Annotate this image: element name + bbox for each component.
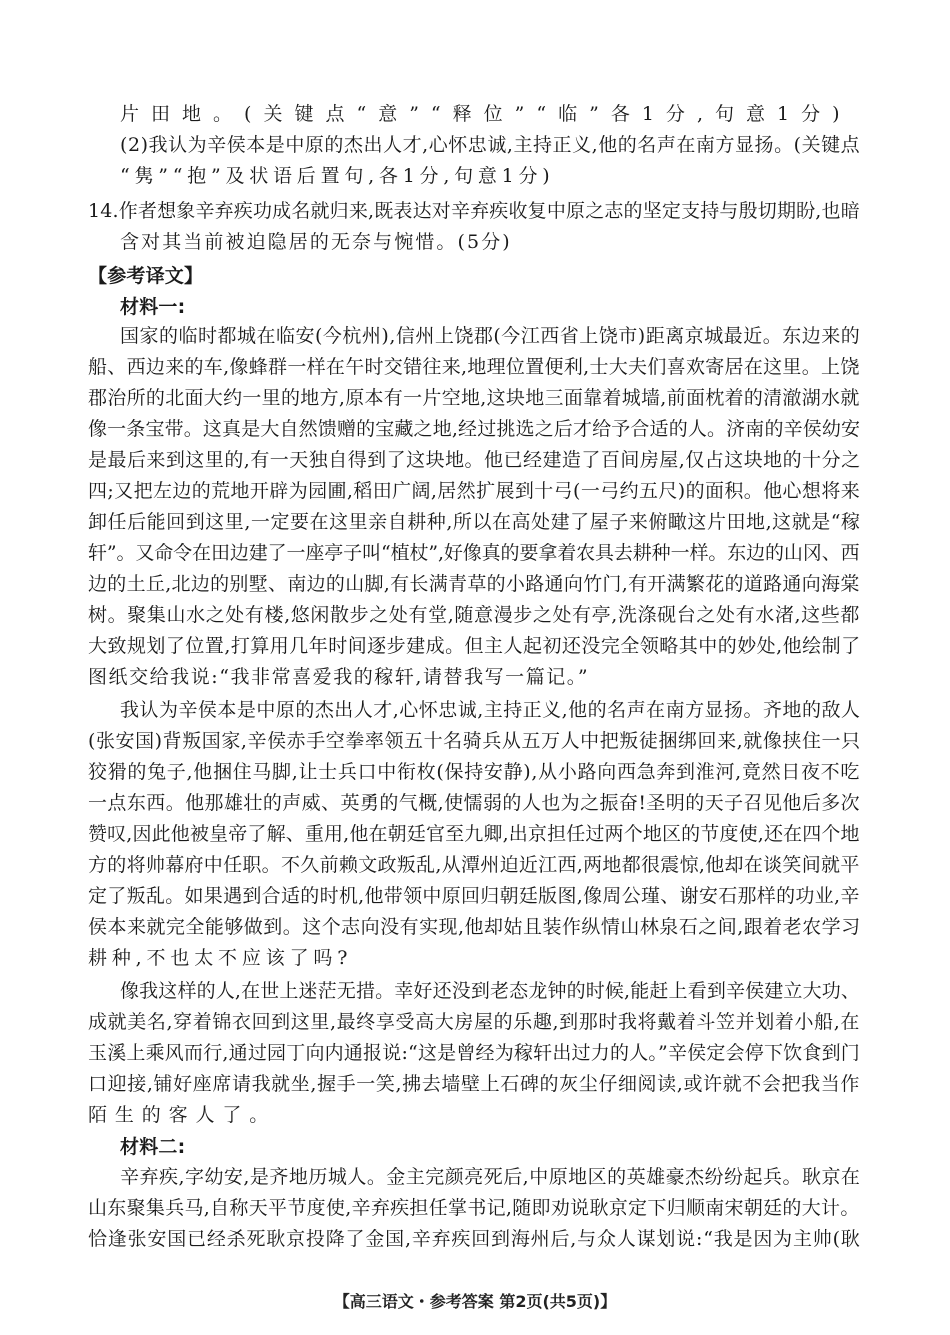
text-line: 含对其当前被迫隐居的无奈与惋惜。(5分) [120,231,512,253]
text-line: 一点东西。他那雄壮的声威、英勇的气概,使懦弱的人也为之振奋!圣明的天子召见他后多次 [88,792,861,814]
text-line: 玉溪上乘风而行,通过园丁向内通报说:“这是曾经为稼轩出过力的人。”辛侯定会停下饮食到门 [88,1042,860,1064]
text-line: “隽”“抱”及状语后置句,各1分,句意1分) [120,165,555,187]
text-line: 方的将帅幕府中任职。不久前赖文政叛乱,从潭州迫近江西,两地都很震惊,他却在谈笑间就平 [88,854,860,876]
text-line: (2)我认为辛侯本是中原的杰出人才,心怀忠诚,主持正义,他的名声在南方显扬。(关键点 [120,134,861,156]
text-line: 卸任后能回到这里,一定要在这里亲自耕种,所以在高处建了屋子来俯瞰这片田地,这就是“稼 [88,511,861,533]
text-line: 郡治所的北面大约一里的地方,原本有一片空地,这块地三面靠着城墙,前面枕着的清澈湖水就 [88,387,860,409]
text-line: 定了叛乱。如果遇到合适的时机,他带领中原回归朝廷版图,像周公瑾、谢安石那样的功业,辛 [88,885,860,907]
text-line: 边的土丘,北边的别墅、南边的山脚,有长满青草的小路通向竹门,有开满繁花的道路通向海棠 [88,573,860,595]
text-line: 14.作者想象辛弃疾功成名就归来,既表达对辛弃疾收复中原之志的坚定支持与殷切期盼,也暗 [88,200,860,222]
text-line: 像一条宝带。这真是大自然馈赠的宝藏之地,经过挑选之后才给予合适的人。济南的辛侯幼安 [88,418,861,440]
text-line: 我认为辛侯本是中原的杰出人才,心怀忠诚,主持正义,他的名声在南方显扬。齐地的敌人 [120,699,861,721]
text-line: 大致规划了位置,打算用几年时间逐步建成。但主人起初还没完全领略其中的妙处,他绘制了 [88,635,861,657]
text-line: 陌生的客人了。 [88,1104,277,1126]
text-line: 四;又把左边的荒地开辟为园圃,稻田广阔,居然扩展到十弓(一弓约五尺)的面积。他心想将来 [88,480,861,502]
subsection-heading: 材料二: [120,1136,186,1158]
subsection-heading: 材料一: [120,296,186,318]
text-line: 树。聚集山水之处有楼,悠闲散步之处有堂,随意漫步之处有亭,洗涤砚台之处有水渚,这些都 [88,604,860,626]
text-line: 辛弃疾,字幼安,是齐地历城人。金主完颜亮死后,中原地区的英雄豪杰纷纷起兵。耿京在 [120,1166,861,1188]
text-line: 国家的临时都城在临安(今杭州),信州上饶郡(今江西省上饶市)距离京城最近。东边来的 [120,325,861,347]
text-line: 恰逢张安国已经杀死耿京投降了金国,辛弃疾回到海州后,与众人谋划说:“我是因为主帅(耿 [88,1228,861,1250]
text-line: 口迎接,铺好座席请我就坐,握手一笑,拂去墙壁上石碑的灰尘仔细阅读,或许就不会把我当作 [88,1073,860,1095]
section-heading: 【参考译文】 [88,265,204,287]
text-line: 是最后来到这里的,有一天独自得到了这块地。他已经建造了百间房屋,仅占这块地的十分之 [88,449,861,471]
text-line: 轩”。又命令在田边建了一座亭子叫“植杖”,好像真的要拿着农具去耕种一样。东边的山冈、西 [88,542,860,564]
text-line: (张安国)背叛国家,辛侯赤手空拳率领五十名骑兵从五万人中把叛徒捆绑回来,就像挟住一只 [88,730,861,752]
text-line: 船、西边来的车,像蜂群一样在午时交错往来,地理位置便利,士大夫们喜欢寄居在这里。上饶 [88,356,860,378]
text-line: 侯本来就完全能够做到。这个志向没有实现,他却姑且装作纵情山林泉石之间,跟着老农学习 [88,916,861,938]
text-line: 赞叹,因此他被皇帝了解、重用,他在朝廷官至九卿,出京担任过两个地区的节度使,还在四个地 [88,823,860,845]
text-line: 山东聚集兵马,自称天平节度使,辛弃疾担任掌书记,随即劝说耿京定下归顺南宋朝廷的大计。 [88,1197,860,1219]
text-line: 片田地。(关键点“意”“释位”“临”各1分,句意1分) [120,103,852,125]
text-line: 图纸交给我说:“我非常喜爱我的稼轩,请替我写一篇记。” [88,666,590,688]
text-line: 成就美名,穿着锦衣回到这里,最终享受高大房屋的乐趣,到那时我将戴着斗笠并划着小船,在 [88,1011,860,1033]
text-line: 耕种,不也太不应该了吗? [88,947,353,969]
page-footer: 【高三语文・参考答案 第2页(共5页)】 [333,1292,617,1311]
text-line: 狡猾的兔子,他捆住马脚,让士兵口中衔枚(保持安静),从小路向西急奔到淮河,竟然日夜不吃 [88,761,861,783]
text-line: 像我这样的人,在世上迷茫无措。幸好还没到老态龙钟的时候,能赶上看到辛侯建立大功、 [120,980,861,1002]
